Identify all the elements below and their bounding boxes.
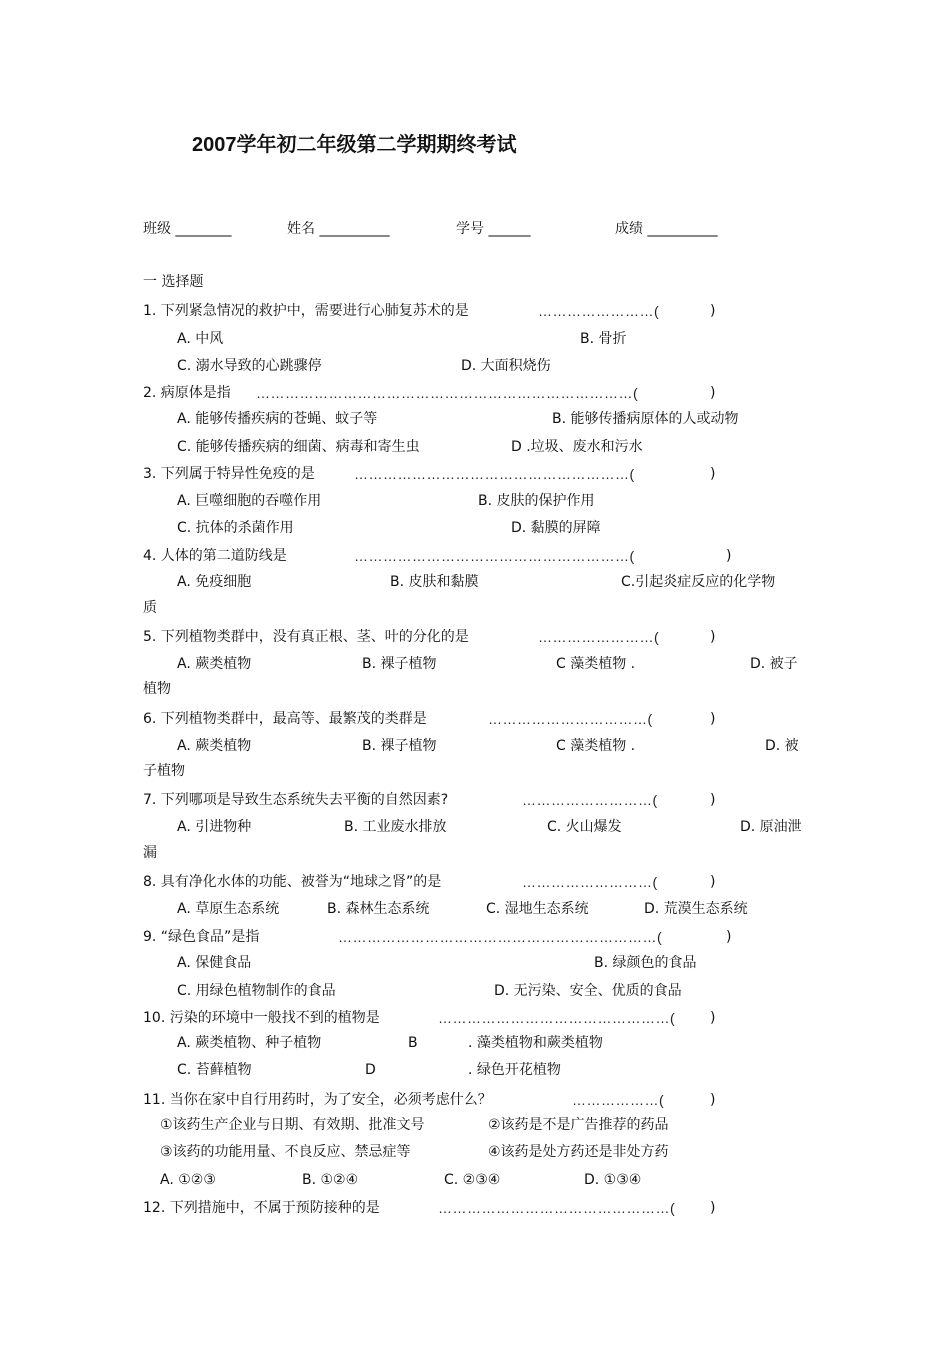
section-heading: 一 选择题 xyxy=(143,274,204,290)
option-d: D. 被子 xyxy=(750,656,798,672)
answer-blank-close: ) xyxy=(710,1200,716,1216)
option-c: C. 苔藓植物 xyxy=(177,1062,252,1078)
option-a: A. 蕨类植物 xyxy=(177,656,252,672)
answer-blank-close: ) xyxy=(710,1010,716,1026)
option-a: A. 中风 xyxy=(177,331,224,347)
option-a: A. ①②③ xyxy=(160,1172,216,1188)
option-d-letter: D xyxy=(365,1062,376,1078)
question-stem: 5. 下列植物类群中，没有真正根、茎、叶的分化的是 xyxy=(143,629,469,645)
option-a: A. 能够传播疾病的苍蝇、蚊子等 xyxy=(177,411,378,427)
answer-blank: …………………………………………………( xyxy=(354,466,635,482)
answer-blank-close: ) xyxy=(710,385,716,401)
question-stem: 2. 病原体是指 xyxy=(143,385,231,401)
option-a: A. 蕨类植物 xyxy=(177,738,252,754)
option-c: C 藻类植物 . xyxy=(556,656,636,672)
option-c: C 藻类植物 . xyxy=(556,738,636,754)
option-b: . 藻类植物和蕨类植物 xyxy=(468,1035,603,1051)
score-field: 成绩 __________ xyxy=(615,221,718,237)
option-a: A. 保健食品 xyxy=(177,955,252,971)
question-stem: 12. 下列措施中，不属于预防接种的是 xyxy=(143,1200,380,1216)
option-d: D. 被 xyxy=(765,738,799,754)
answer-blank: …………………………………………………………( xyxy=(338,929,663,945)
option-d-wrap: 漏 xyxy=(143,845,157,861)
option-b-letter: B xyxy=(408,1035,418,1051)
answer-blank: …………………………………………( xyxy=(438,1010,676,1026)
option-d: D. 荒漠生态系统 xyxy=(644,901,748,917)
answer-blank-close: ) xyxy=(710,629,716,645)
option-b: B. ①②④ xyxy=(302,1172,359,1188)
answer-blank: …………………………………………( xyxy=(438,1200,676,1216)
answer-blank-close: ) xyxy=(710,792,716,808)
option-a: A. 引进物种 xyxy=(177,819,252,835)
option-d: D. 黏膜的屏障 xyxy=(511,520,601,536)
name-field: 姓名 __________ xyxy=(287,221,390,237)
question-stem: 3. 下列属于特异性免疫的是 xyxy=(143,466,315,482)
option-a: A. 蕨类植物、种子植物 xyxy=(177,1035,322,1051)
answer-blank-close: ) xyxy=(710,303,716,319)
answer-blank: ………………………( xyxy=(522,874,658,890)
option-d: D. ①③④ xyxy=(584,1172,642,1188)
option-a: A. 草原生态系统 xyxy=(177,901,280,917)
title-year: 2007 xyxy=(192,134,237,156)
answer-blank: ……………………( xyxy=(538,629,660,645)
answer-blank-close: ) xyxy=(710,711,716,727)
option-d: D. 大面积烧伤 xyxy=(461,358,551,374)
option-a: A. 免疫细胞 xyxy=(177,574,252,590)
option-b: B. 能够传播病原体的人或动物 xyxy=(552,411,739,427)
answer-blank-close: ) xyxy=(726,929,732,945)
option-b: B. 皮肤和黏膜 xyxy=(390,574,479,590)
option-b: B. 森林生态系统 xyxy=(327,901,430,917)
option-d: D. 原油泄 xyxy=(740,819,802,835)
answer-blank: …………………………………………………( xyxy=(354,548,635,564)
student-id-field: 学号 ______ xyxy=(456,221,531,237)
option-c: C.引起炎症反应的化学物 xyxy=(621,574,776,590)
option-b: B. 皮肤的保护作用 xyxy=(478,493,595,509)
page-title xyxy=(192,131,517,158)
answer-blank: ………………………( xyxy=(522,792,658,808)
option-d-wrap: 植物 xyxy=(143,681,171,697)
question-stem: 1. 下列紧急情况的救护中，需要进行心肺复苏术的是 xyxy=(143,303,469,319)
statement-1: ①该药生产企业与日期、有效期、批准文号 xyxy=(160,1117,425,1133)
option-b: B. 骨折 xyxy=(580,331,627,347)
option-c: C. 抗体的杀菌作用 xyxy=(177,520,294,536)
answer-blank: ………………( xyxy=(572,1092,665,1108)
option-d: D. 无污染、安全、优质的食品 xyxy=(494,983,682,999)
option-c: C. 用绿色植物制作的食品 xyxy=(177,983,336,999)
option-c: C. 能够传播疾病的细菌、病毒和寄生虫 xyxy=(177,439,420,455)
answer-blank: ……………………………………………………………………( xyxy=(256,385,639,401)
question-stem: 9. “绿色食品”是指 xyxy=(143,929,260,945)
option-c: C. 溺水导致的心跳骤停 xyxy=(177,358,322,374)
statement-4: ④该药是处方药还是非处方药 xyxy=(488,1144,669,1160)
option-c-wrap: 质 xyxy=(143,600,157,616)
option-b: B. 绿颜色的食品 xyxy=(594,955,697,971)
option-b: B. 裸子植物 xyxy=(362,738,437,754)
option-d-wrap: 子植物 xyxy=(143,763,185,779)
answer-blank-close: ) xyxy=(726,548,732,564)
question-stem: 4. 人体的第二道防线是 xyxy=(143,548,287,564)
question-stem: 6. 下列植物类群中，最高等、最繁茂的类群是 xyxy=(143,711,427,727)
option-d: . 绿色开花植物 xyxy=(468,1062,561,1078)
option-c: C. 湿地生态系统 xyxy=(486,901,589,917)
answer-blank-close: ) xyxy=(710,874,716,890)
option-b: B. 工业废水排放 xyxy=(344,819,447,835)
answer-blank: ……………………………( xyxy=(488,711,653,727)
answer-blank-close: ) xyxy=(710,1092,716,1108)
question-stem: 7. 下列哪项是导致生态系统失去平衡的自然因素? xyxy=(143,792,449,808)
option-c: C. ②③④ xyxy=(444,1172,501,1188)
title-text: 学年初二年级第二学期期终考试 xyxy=(236,132,517,156)
option-c: C. 火山爆发 xyxy=(547,819,622,835)
statement-3: ③该药的功能用量、不良反应、禁忌症等 xyxy=(160,1144,411,1160)
question-stem: 10. 污染的环境中一般找不到的植物是 xyxy=(143,1010,380,1026)
statement-2: ②该药是不是广告推荐的药品 xyxy=(488,1117,669,1133)
option-d: D .垃圾、废水和污水 xyxy=(511,439,643,455)
class-field: 班级 ________ xyxy=(143,221,232,237)
option-a: A. 巨噬细胞的吞噬作用 xyxy=(177,493,322,509)
option-b: B. 裸子植物 xyxy=(362,656,437,672)
question-stem: 11. 当你在家中自行用药时，为了安全，必须考虑什么？ xyxy=(143,1092,492,1108)
answer-blank: ……………………( xyxy=(538,303,660,319)
question-stem: 8. 具有净化水体的功能、被誉为“地球之肾”的是 xyxy=(143,874,442,890)
answer-blank-close: ) xyxy=(710,466,716,482)
